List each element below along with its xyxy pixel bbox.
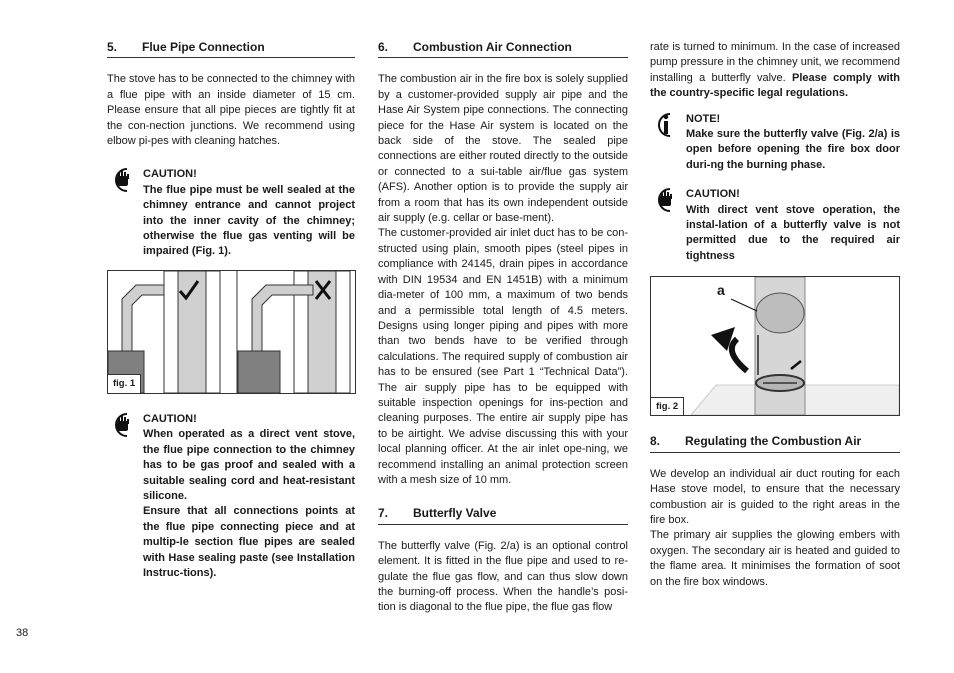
section-5-heading xyxy=(107,40,355,58)
section-title: Butterfly Valve xyxy=(413,506,497,521)
note-text: Make sure the butterfly valve (Fig. 2/a) is open before opening the fire box door duri-ng the burning phase. xyxy=(686,128,900,171)
column-2 xyxy=(378,40,628,616)
note-notice xyxy=(650,112,900,174)
section-8-heading xyxy=(650,434,900,452)
note-title: NOTE! xyxy=(686,112,721,125)
section-6-para-2: The customer-provided air inlet duct has to be con-structed using plain, smooth pipes (steel pipes in compliance with 24145, drain pipes in accordance with DIN 19534 and EN 1451B) with a minimum dia-meter of 100 mm, a maximum of two bends and a permissible total length of 4.5 meters. Designs using longer piping and pipes with more than two bends have to be verified through calculations. The required supply of combustion air has to be ensured (see Part 1 “Technical Data”). The air supply pipe has to be equipped with suitable inspection openings for ins-pection and cleaning purposes. The entire air supply pipe has to be airtight. We advise discussing this with your local planning officer. At the air inlet ope-ning, we recommend installing an animal protection screen with a mesh size of 10 mm. xyxy=(378,227,628,486)
caution-notice-1 xyxy=(107,167,355,259)
page-number: 38 xyxy=(16,627,29,639)
caution-title: CAUTION! xyxy=(143,168,197,181)
butterfly-valve-diagram xyxy=(651,277,899,415)
figure-1 xyxy=(107,270,356,394)
flue-pipe-diagram xyxy=(108,271,355,393)
figure-label: fig. 2 xyxy=(651,397,684,415)
caution-text: The flue pipe must be well sealed at the chimney entrance and cannot project into the inner cavity of the chimney; otherwise the flue gas venting will be impaired (Fig. 1). xyxy=(143,183,355,258)
section-6-para-1: The combustion air in the fire box is solely supplied by a customer-provided supply air pipe and the Hase Air System pipe connections. The connecting piece for the Hase Air system is located on the back side of the stove. The sealed pipe connections are either routed directly to the outside or connected to a sui-table air/flue gas system (AFS). Another option is to provide the supply air from a room that has its own independent outside air supply (e.g. cellar or base-ment). xyxy=(378,73,628,225)
hand-warning-icon xyxy=(107,412,139,438)
caution-title: CAUTION! xyxy=(143,412,197,425)
section-title: Combustion Air Connection xyxy=(413,40,572,54)
caution-text: With direct vent stove operation, the instal-lation of a butterfly valve is not permitted due to the required air tightness xyxy=(686,203,900,262)
caution-text: Ensure that all connections points at the flue pipe connecting piece and at multip-le section flue pipes are sealed with Hase sealing paste (see Installation Instruc-tions). xyxy=(143,505,355,579)
section-number: 8. xyxy=(650,434,661,449)
continued-text-bold: Please comply with the country-specific legal regulations. xyxy=(650,71,900,100)
callout-label: a xyxy=(717,282,725,299)
caution-text: When operated as a direct vent stove, the flue pipe connection to the chimney has to be gas proof and sealed with a suitable sealing cord and heat-resistant silicone. xyxy=(143,428,355,502)
section-7-body: The butterfly valve (Fig. 2/a) is an optional control element. It is fitted in the flue pipe and used to re-gulate the flue gas flow, and can thus slow down the burning-off process. When the handle’s posi-tion is diagonal to the flue pipe, the flue gas flow xyxy=(378,539,628,614)
caution-notice-2 xyxy=(107,412,355,581)
continued-text xyxy=(650,40,900,102)
hand-warning-icon xyxy=(107,167,139,193)
column-1 xyxy=(107,40,355,581)
info-icon xyxy=(650,112,682,138)
section-6-heading xyxy=(378,40,628,58)
continued-text-plain: rate is turned to minimum. In the case of increased pump pressure in the chimney unit, we recommend installing a butterfly valve. xyxy=(650,41,900,84)
section-5-body: The stove has to be connected to the chimney with a flue pipe with an inside diameter of 15 cm. Please ensure that all pipe pieces are tightly fit at the con-nection junctions. We recommend using elbow pi-pes with cleaning hatches. xyxy=(107,73,355,148)
section-8-para-2: The primary air supplies the glowing embers with oxygen. The secondary air is heated and guided to the flame area. It minimises the formation of soot on the fire box windows. xyxy=(650,529,900,588)
section-7-heading xyxy=(378,506,628,524)
section-number: 6. xyxy=(378,40,389,54)
section-title: Regulating the Combustion Air xyxy=(685,434,862,449)
hand-warning-icon xyxy=(650,187,682,213)
figure-2 xyxy=(650,276,900,416)
section-number: 7. xyxy=(378,506,389,521)
section-title: Flue Pipe Connection xyxy=(142,40,265,54)
section-8-para-1: We develop an individual air duct routing for each Hase stove model, to ensure that the necessary combustion air is guided to the right areas in the fire box. xyxy=(650,467,900,526)
figure-label: fig. 1 xyxy=(108,374,141,392)
caution-title: CAUTION! xyxy=(686,188,740,201)
caution-notice-3 xyxy=(650,187,900,264)
section-number: 5. xyxy=(107,40,118,54)
column-3 xyxy=(650,40,900,590)
